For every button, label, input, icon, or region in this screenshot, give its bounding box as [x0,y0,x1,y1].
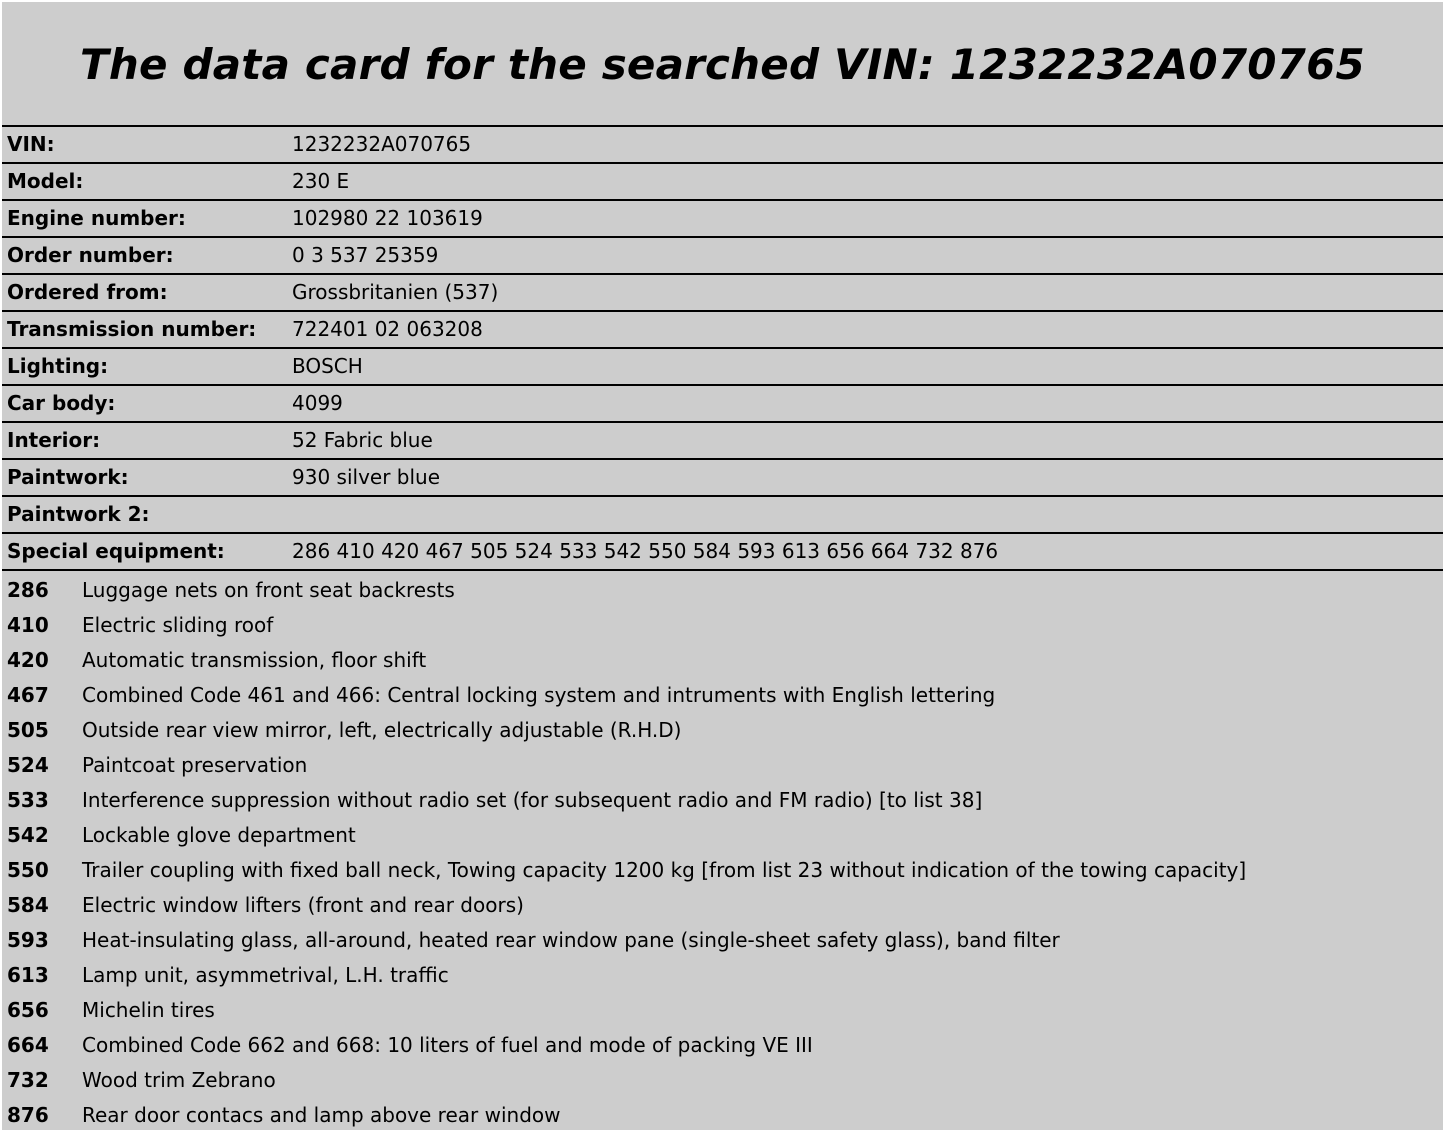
equipment-code: 524 [7,753,49,777]
info-row-engine-number [2,200,1443,237]
equipment-code: 656 [7,998,49,1022]
equipment-code: 410 [7,613,49,637]
info-value: 52 Fabric blue [292,428,433,452]
info-row-vin [2,126,1443,163]
equipment-description: Paintcoat preservation [82,753,308,777]
info-value: BOSCH [292,354,363,378]
equipment-item [2,993,1443,1028]
info-value: 0 3 537 25359 [292,243,439,267]
equipment-code: 550 [7,858,49,882]
equipment-description: Electric window lifters (front and rear doors) [82,893,524,917]
info-label: VIN: [7,132,55,156]
info-value: 722401 02 063208 [292,317,483,341]
equipment-description: Outside rear view mirror, left, electrically adjustable (R.H.D) [82,718,682,742]
equipment-description: Automatic transmission, floor shift [82,648,427,672]
info-row-interior [2,422,1443,459]
equipment-description: Heat-insulating glass, all-around, heated rear window pane (single-sheet safety glass), band filter [82,928,1060,952]
equipment-code: 467 [7,683,49,707]
equipment-item [2,643,1443,678]
equipment-item [2,853,1443,888]
info-value: 286 410 420 467 505 524 533 542 550 584 593 613 656 664 732 876 [292,539,999,563]
info-value [287,496,1443,533]
equipment-item [2,1063,1443,1098]
info-row-lighting [2,348,1443,385]
equipment-item [2,748,1443,783]
info-value: 930 silver blue [292,465,441,489]
equipment-code: 732 [7,1068,49,1092]
info-label: Paintwork 2: [7,502,150,526]
equipment-code: 286 [7,578,49,602]
info-label: Interior: [7,428,101,452]
equipment-description: Lockable glove department [82,823,356,847]
info-value: 230 E [292,169,350,193]
info-label: Order number: [7,243,174,267]
info-row-paintwork-2 [2,496,1443,533]
equipment-code: 613 [7,963,49,987]
info-label: Lighting: [7,354,109,378]
info-label: Paintwork: [7,465,129,489]
equipment-description: Rear door contacs and lamp above rear window [82,1103,561,1127]
info-value: 4099 [292,391,343,415]
equipment-item [2,818,1443,853]
equipment-description: Electric sliding roof [82,613,274,637]
equipment-item [2,888,1443,923]
info-label: Engine number: [7,206,186,230]
equipment-code: 542 [7,823,49,847]
equipment-item [2,783,1443,818]
data-card [2,2,1443,1130]
equipment-code: 876 [7,1103,49,1127]
title-prefix: The data card for the searched VIN: [80,40,950,89]
info-row-model [2,163,1443,200]
equipment-description: Interference suppression without radio set (for subsequent radio and FM radio) [to list 38] [82,788,983,812]
info-row-car-body [2,385,1443,422]
equipment-item [2,958,1443,993]
equipment-description: Wood trim Zebrano [82,1068,276,1092]
equipment-item [2,573,1443,608]
equipment-code: 420 [7,648,49,672]
info-label: Transmission number: [7,317,257,341]
equipment-description: Lamp unit, asymmetrival, L.H. traffic [82,963,449,987]
info-label: Ordered from: [7,280,168,304]
equipment-item [2,923,1443,958]
equipment-code: 533 [7,788,49,812]
info-value: 102980 22 103619 [292,206,483,230]
equipment-description: Combined Code 461 and 466: Central locking system and intruments with English lettering [82,683,996,707]
vehicle-info-table [2,125,1443,571]
equipment-code: 593 [7,928,49,952]
equipment-code: 505 [7,718,49,742]
equipment-item [2,678,1443,713]
info-label: Car body: [7,391,116,415]
info-row-order-number [2,237,1443,274]
info-label: Model: [7,169,84,193]
info-row-ordered-from [2,274,1443,311]
info-row-paintwork [2,459,1443,496]
equipment-item [2,1098,1443,1133]
info-row-transmission-number [2,311,1443,348]
title-vin: 1232232A070765 [949,40,1365,89]
info-value: Grossbritanien (537) [292,280,499,304]
info-row-special-equipment [2,533,1443,570]
equipment-code: 664 [7,1033,49,1057]
equipment-item [2,1028,1443,1063]
info-label: Special equipment: [7,539,225,563]
equipment-description: Michelin tires [82,998,215,1022]
equipment-list [2,571,1443,1133]
equipment-description: Trailer coupling with fixed ball neck, Towing capacity 1200 kg [from list 23 without indication of the towing capacity] [82,858,1247,882]
equipment-item [2,608,1443,643]
equipment-description: Combined Code 662 and 668: 10 liters of fuel and mode of packing VE III [82,1033,813,1057]
equipment-item [2,713,1443,748]
page-title [2,2,1443,125]
equipment-code: 584 [7,893,49,917]
info-value: 1232232A070765 [292,132,472,156]
equipment-description: Luggage nets on front seat backrests [82,578,455,602]
